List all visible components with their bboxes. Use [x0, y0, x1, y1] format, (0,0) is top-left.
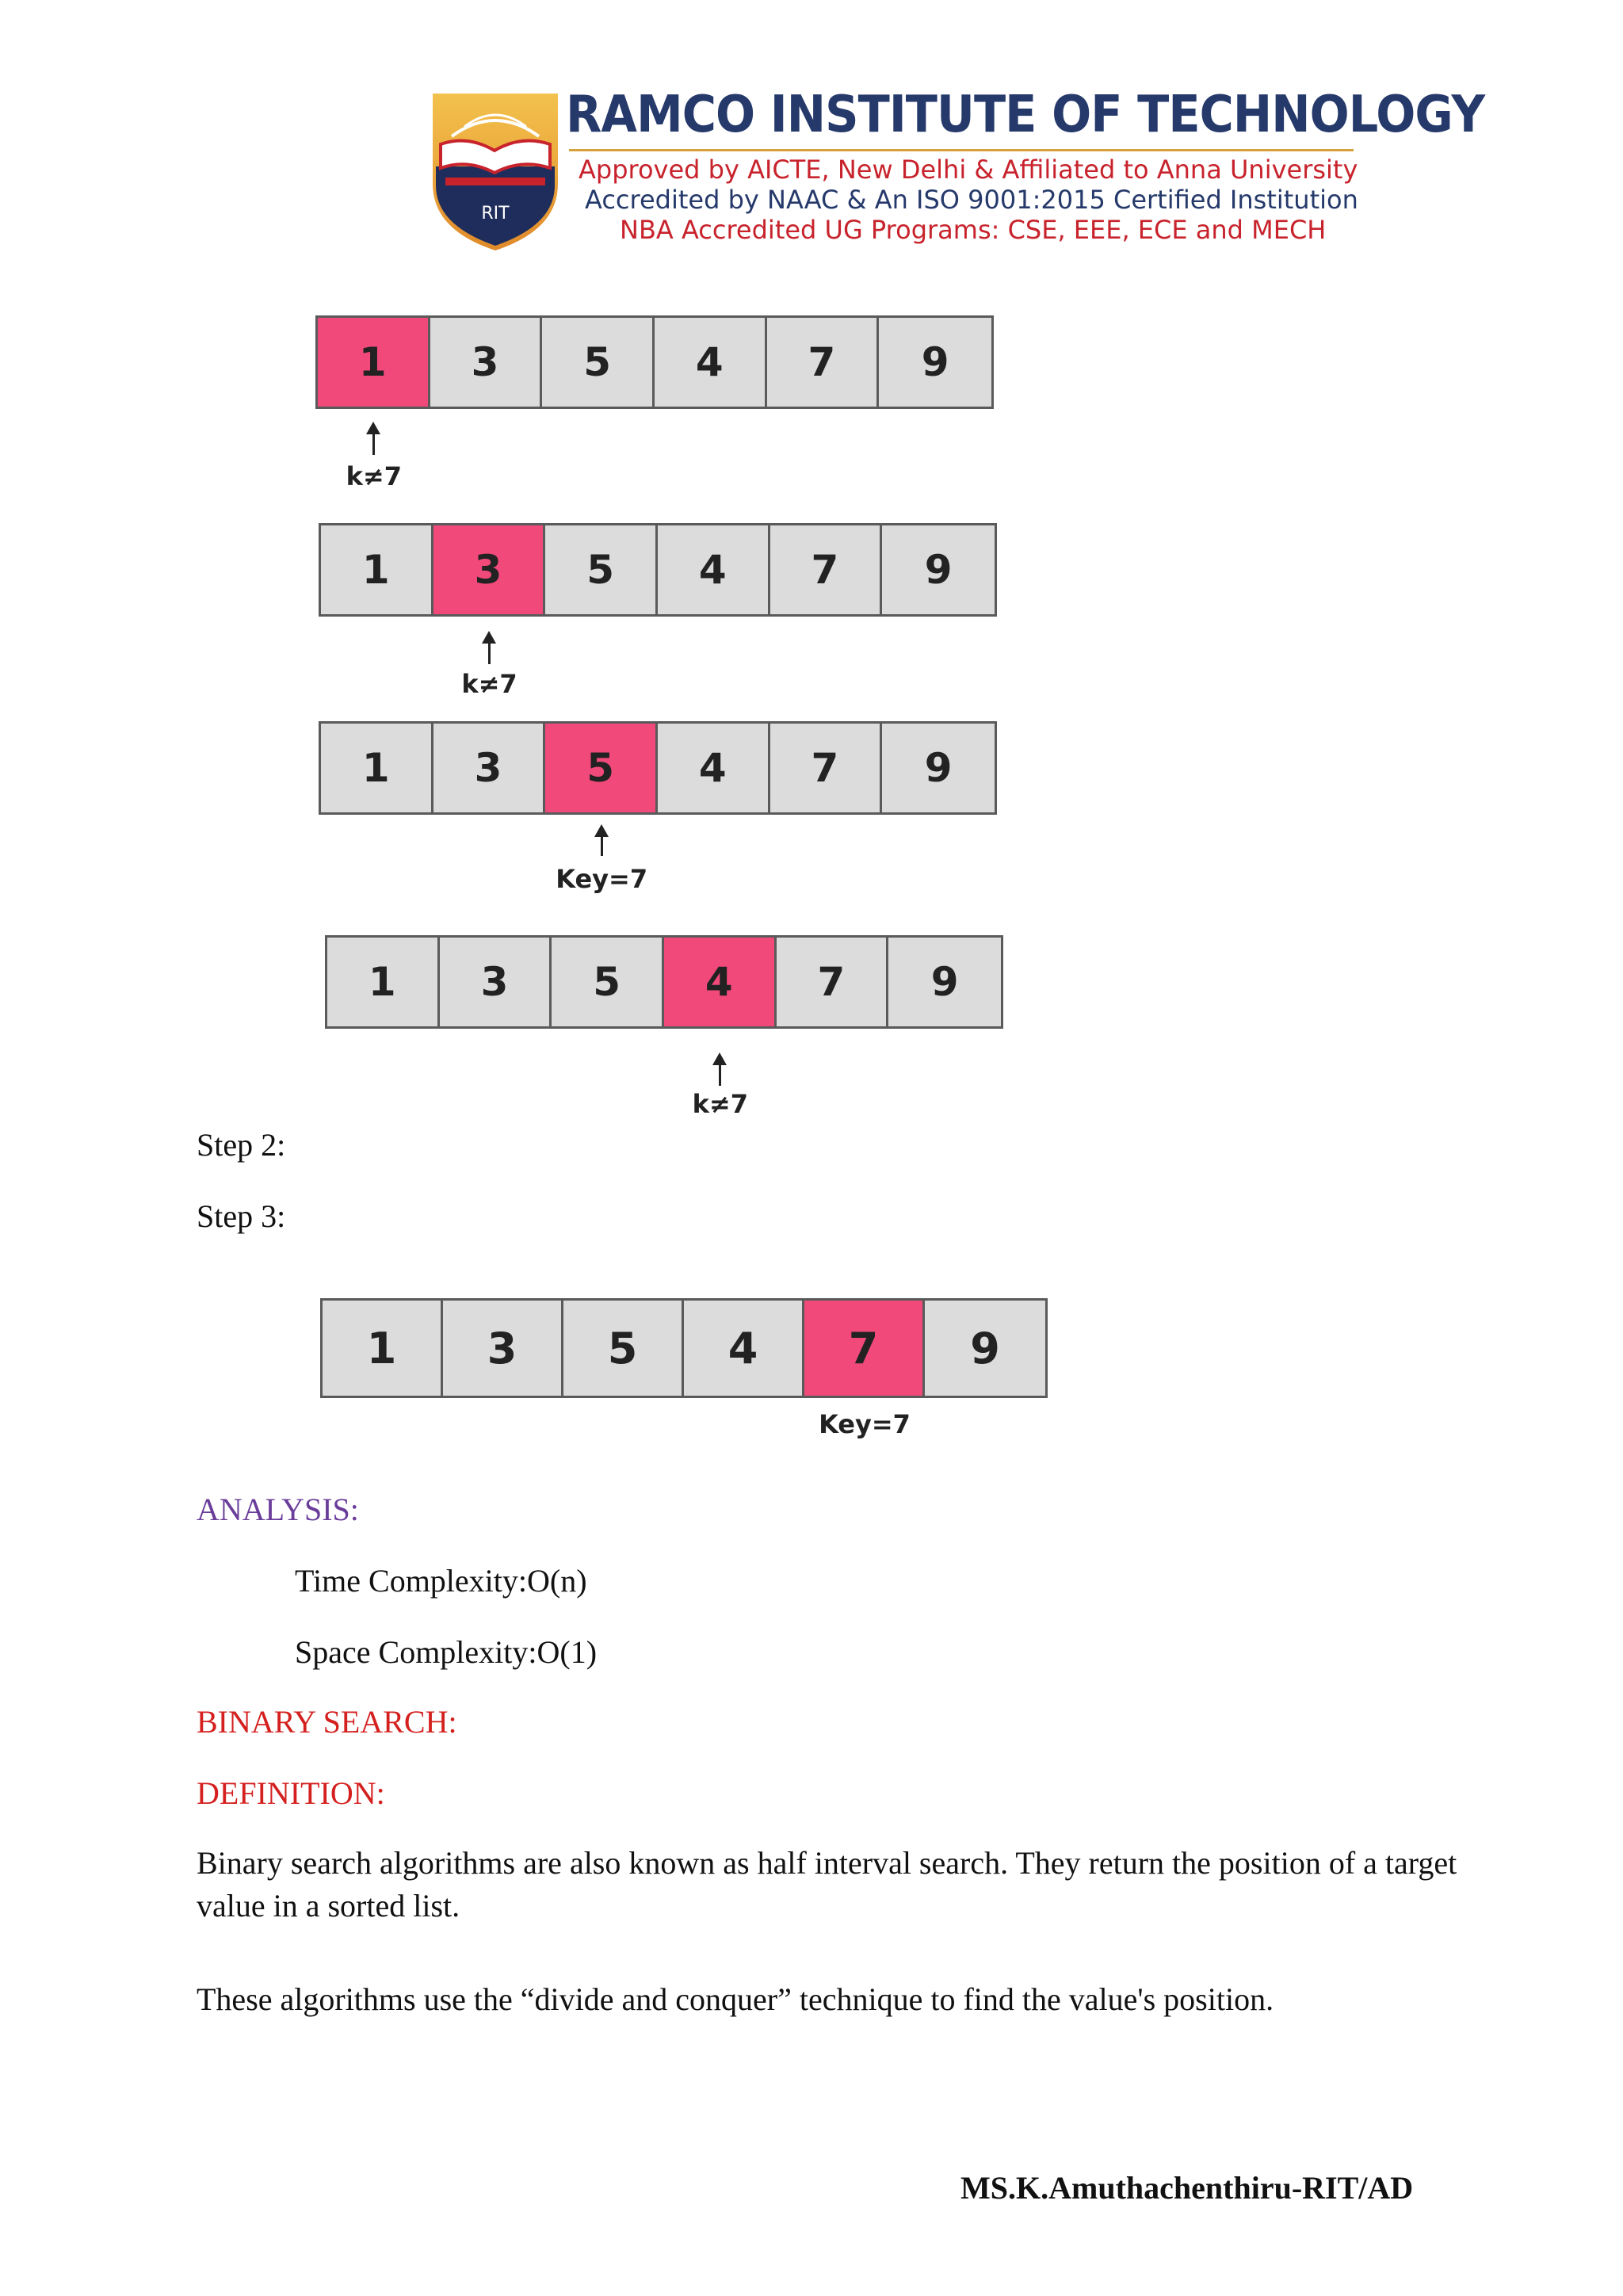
array-cell: 7 [767, 318, 880, 407]
array-cell-current: 3 [433, 525, 546, 614]
array-row-5 [320, 1298, 1048, 1398]
array-cell: 7 [770, 724, 883, 812]
array-cell: 9 [888, 938, 1001, 1026]
header-rule [569, 149, 1354, 151]
array-cell: 7 [777, 938, 889, 1026]
pointer-caption: Key=7 [819, 1409, 911, 1439]
step-3-label: Step 3: [197, 1198, 286, 1234]
array-cell-current: 5 [545, 724, 658, 812]
binary-search-heading: BINARY SEARCH: [197, 1704, 457, 1740]
array-cell: 3 [433, 724, 546, 812]
array-row-2 [319, 523, 997, 617]
institute-logo [428, 89, 563, 254]
array-cell: 3 [430, 318, 543, 407]
array-cell: 5 [545, 525, 658, 614]
pointer-caption: Key=7 [556, 864, 648, 894]
header-line-approval: Approved by AICTE, New Delhi & Affiliated to Anna University [579, 155, 1358, 185]
array-cell-current: 4 [664, 938, 777, 1026]
array-cell: 1 [321, 525, 433, 614]
array-cell: 9 [882, 525, 995, 614]
institute-name: RAMCO INSTITUTE OF TECHNOLOGY [566, 86, 1485, 144]
array-cell: 9 [882, 724, 995, 812]
array-row-3 [319, 721, 997, 815]
pointer-caption: k≠7 [461, 669, 517, 699]
array-cell: 1 [323, 1301, 443, 1396]
pointer-arrow-icon [719, 1064, 721, 1086]
array-cell: 4 [658, 525, 770, 614]
array-cell: 9 [925, 1301, 1045, 1396]
definition-heading: DEFINITION: [197, 1775, 385, 1811]
array-row-1 [315, 315, 994, 409]
pointer-arrow-icon [372, 433, 375, 455]
array-cell: 5 [552, 938, 664, 1026]
divide-conquer-paragraph: These algorithms use the “divide and conquer” technique to find the value's position. [197, 1981, 1274, 2017]
definition-paragraph: Binary search algorithms are also known as half interval search. They return the position of a target value in a sorted list. [197, 1845, 1457, 1924]
array-cell-current: 1 [318, 318, 430, 407]
array-cell-current: 7 [804, 1301, 925, 1396]
logo-text: RIT [481, 204, 510, 223]
array-cell: 4 [658, 724, 770, 812]
space-complexity: Space Complexity:O(1) [295, 1634, 598, 1670]
array-cell: 9 [879, 318, 991, 407]
array-cell: 1 [321, 724, 433, 812]
header-line-nba: NBA Accredited UG Programs: CSE, EEE, ECE and MECH [620, 215, 1327, 245]
array-row-4 [325, 935, 1003, 1029]
array-cell: 7 [770, 525, 883, 614]
pointer-caption: k≠7 [346, 461, 402, 491]
analysis-heading: ANALYSIS: [197, 1492, 359, 1527]
array-cell: 5 [542, 318, 655, 407]
array-cell: 1 [327, 938, 440, 1026]
pointer-arrow-icon [488, 642, 491, 664]
array-cell: 3 [440, 938, 552, 1026]
array-cell: 4 [655, 318, 767, 407]
header-line-accreditation: Accredited by NAAC & An ISO 9001:2015 Certified Institution [585, 185, 1358, 215]
array-cell: 4 [684, 1301, 804, 1396]
array-cell: 5 [563, 1301, 684, 1396]
time-complexity: Time Complexity:O(n) [295, 1563, 587, 1599]
pointer-arrow-icon [601, 835, 603, 856]
array-cell: 3 [443, 1301, 563, 1396]
step-2-label: Step 2: [197, 1127, 286, 1163]
pointer-caption: k≠7 [692, 1089, 748, 1119]
footer-author: MS.K.Amuthachenthiru-RIT/AD [960, 2170, 1414, 2206]
